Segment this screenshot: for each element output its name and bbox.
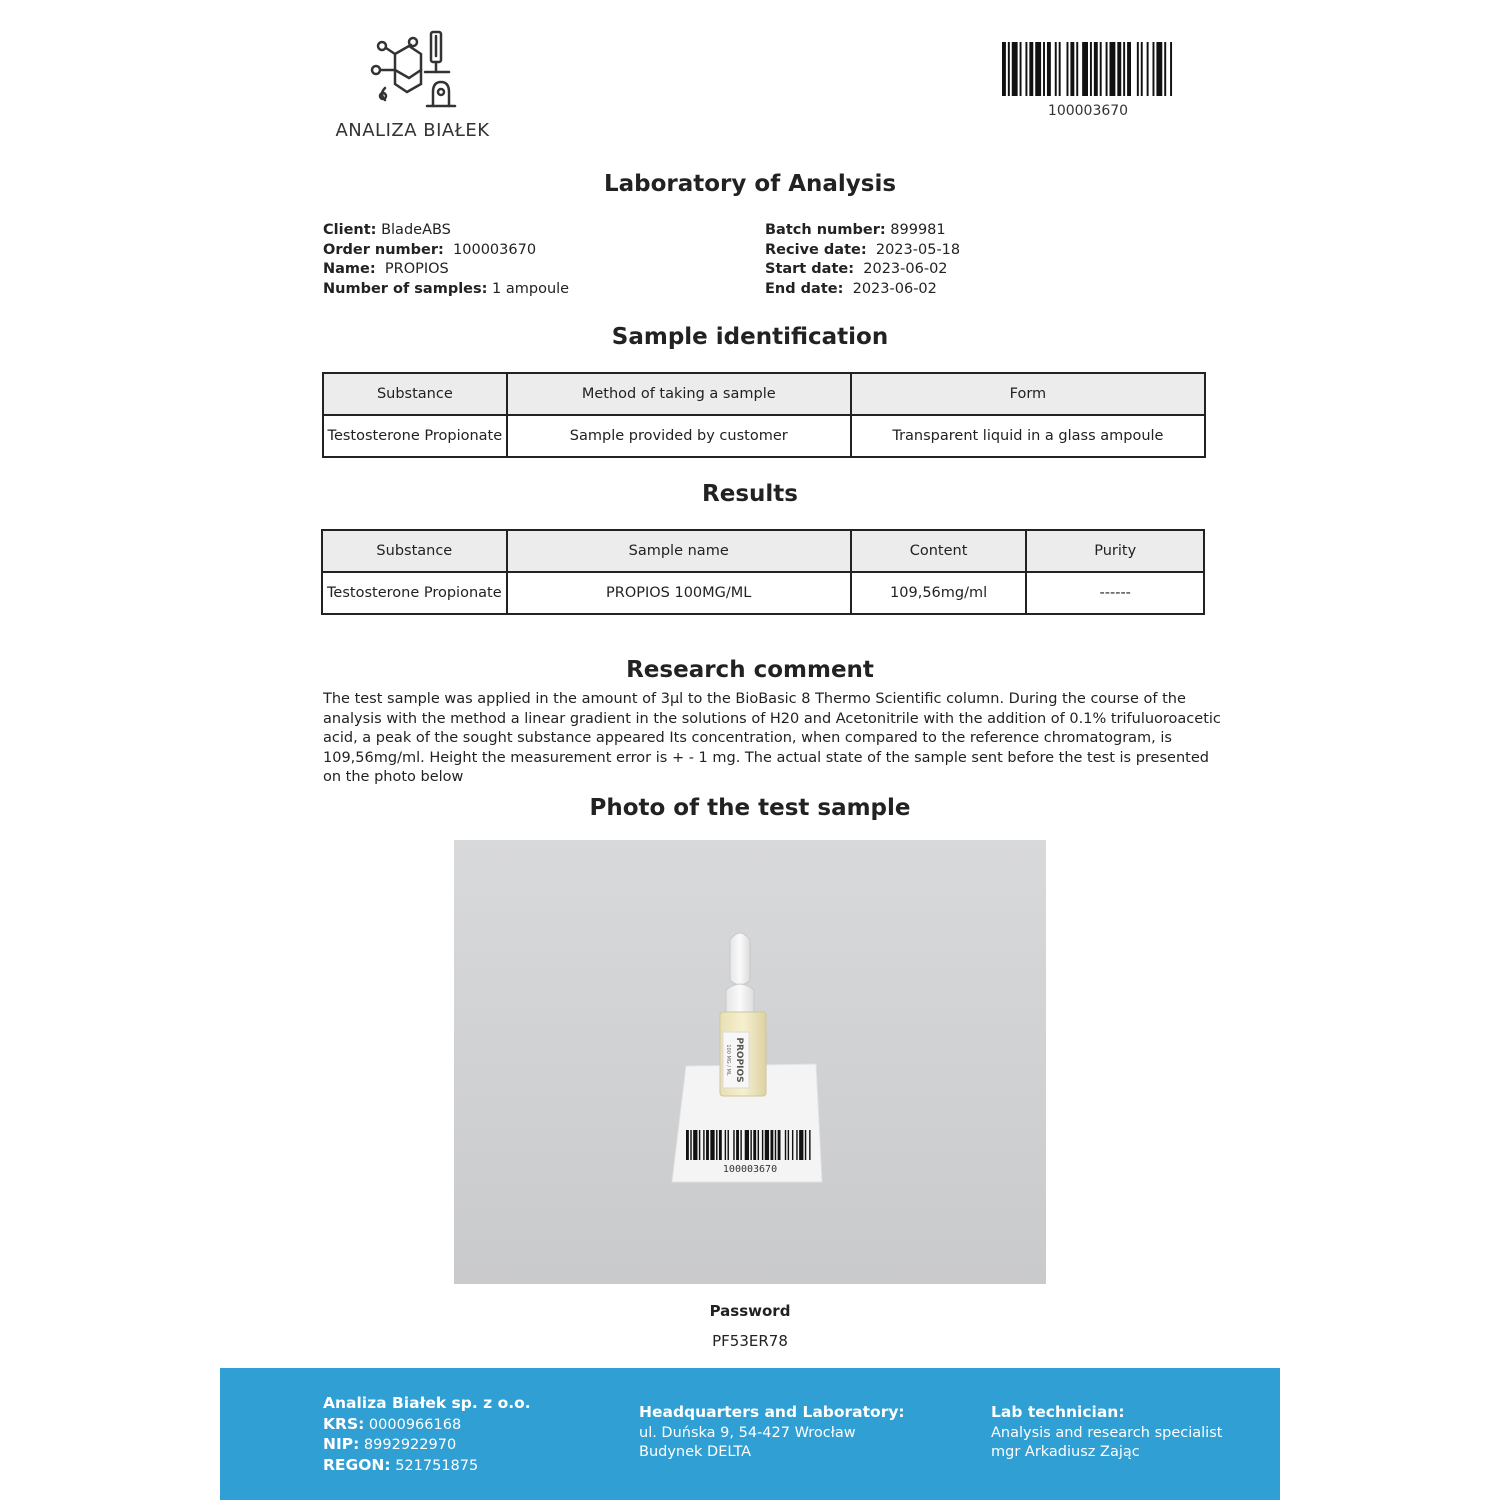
barcode-bar bbox=[1002, 42, 1006, 96]
table-row bbox=[323, 415, 1205, 457]
barcode-bar bbox=[706, 1130, 709, 1160]
results-heading: Results bbox=[702, 481, 798, 507]
barcode-bar bbox=[1147, 42, 1149, 96]
barcode-bar bbox=[753, 1130, 756, 1160]
barcode-bar bbox=[762, 1130, 763, 1160]
receive-value: 2023-05-18 bbox=[875, 241, 961, 258]
barcode-bar bbox=[775, 1130, 776, 1160]
regon-value: 521751875 bbox=[395, 1457, 479, 1474]
sample-identification-heading: Sample identification bbox=[611, 324, 889, 350]
barcode-bar bbox=[686, 1130, 689, 1160]
order-value: 100003670 bbox=[453, 241, 537, 258]
column-header: Form bbox=[851, 373, 1205, 415]
barcode-bar bbox=[758, 1130, 759, 1160]
batch-value: 899981 bbox=[890, 222, 946, 238]
table-cell: Testosterone Propionate bbox=[323, 415, 507, 457]
sample-photo-image bbox=[454, 840, 1046, 1284]
footer bbox=[220, 1368, 1280, 1500]
samples-row bbox=[323, 280, 569, 300]
hq-address-line1: ul. Duńska 9, 54-427 Wrocław bbox=[639, 1424, 856, 1441]
barcode-bar bbox=[750, 1130, 751, 1160]
barcode-bar bbox=[796, 1130, 797, 1160]
end-row bbox=[765, 280, 960, 300]
barcode-bar bbox=[1110, 42, 1116, 96]
column-header: Substance bbox=[323, 373, 507, 415]
column-header: Substance bbox=[322, 530, 507, 572]
table-header-row bbox=[322, 530, 1204, 572]
barcode-bar bbox=[799, 1130, 803, 1160]
table-cell: Testosterone Propionate bbox=[322, 572, 507, 614]
column-header: Method of taking a sample bbox=[507, 373, 851, 415]
start-label: Start date: bbox=[765, 261, 855, 277]
barcode-bar bbox=[1055, 42, 1057, 96]
barcode-bar bbox=[733, 1130, 734, 1160]
barcode-bar bbox=[809, 1130, 810, 1160]
client-value: BladeABS bbox=[381, 222, 451, 238]
barcode-bar bbox=[1070, 42, 1074, 96]
nip-value: 8992922970 bbox=[363, 1437, 457, 1453]
client-label: Client: bbox=[323, 222, 377, 238]
sample-photo bbox=[454, 840, 1046, 1284]
column-header: Sample name bbox=[507, 530, 851, 572]
end-value: 2023-06-02 bbox=[852, 280, 937, 297]
page-title: Laboratory of Analysis bbox=[603, 171, 897, 197]
technician-title: Lab technician: bbox=[991, 1403, 1125, 1421]
receive-label: Recive date: bbox=[765, 241, 867, 258]
barcode-bar bbox=[703, 1130, 704, 1160]
info-left bbox=[323, 221, 569, 299]
barcode-bar bbox=[785, 1130, 786, 1160]
krs-label: KRS: bbox=[323, 1414, 365, 1433]
barcode-bar bbox=[1059, 42, 1061, 96]
samples-value: 1 ampoule bbox=[492, 280, 570, 297]
barcode-bar bbox=[1082, 42, 1088, 96]
column-header: Purity bbox=[1026, 530, 1204, 572]
order-label: Order number: bbox=[323, 241, 444, 258]
barcode-bars bbox=[1002, 42, 1174, 96]
barcode-bar bbox=[765, 1130, 769, 1160]
barcode-bar bbox=[1106, 42, 1108, 96]
sample-identification-table bbox=[322, 372, 1206, 458]
barcode-bar bbox=[699, 1130, 700, 1160]
regon-label: REGON: bbox=[323, 1455, 391, 1474]
receive-row bbox=[765, 241, 960, 261]
password-label: Password bbox=[709, 1302, 791, 1320]
barcode-bar bbox=[1117, 42, 1121, 96]
table-cell: PROPIOS 100MG/ML bbox=[507, 572, 851, 614]
column-header: Content bbox=[851, 530, 1027, 572]
research-comment-text: The test sample was applied in the amount of 3µl to the BioBasic 8 Thermo Scientific column. During the course of the analysis with the method a linear gradient in the solutions of H20 and Acetonitrile with the addition of 0.1% trifuluoroacetic acid, a peak of the sought substance appeared Its concentration, when compared to the reference chromatogram, is 109,56mg/ml. Height the measurement error is + - 1 mg. The actual state of the sample sent before the test is presented on the photo below bbox=[323, 691, 1221, 785]
results-table bbox=[321, 529, 1205, 615]
barcode-bar bbox=[1012, 42, 1018, 96]
barcode-bar bbox=[745, 1130, 749, 1160]
batch-row bbox=[765, 221, 960, 241]
order-row bbox=[323, 241, 569, 261]
barcode-bar bbox=[740, 1130, 741, 1160]
barcode-bar bbox=[770, 1130, 773, 1160]
table-cell: Sample provided by customer bbox=[507, 415, 851, 457]
barcode-bar bbox=[778, 1130, 781, 1160]
samples-label: Number of samples: bbox=[323, 280, 488, 297]
footer-technician-info bbox=[991, 1403, 1222, 1463]
ampoule-label-sub: 100 MG / ML bbox=[725, 1044, 731, 1076]
company-logo bbox=[325, 28, 500, 148]
table-cell: 109,56mg/ml bbox=[851, 572, 1027, 614]
barcode-bar bbox=[710, 1130, 714, 1160]
table-header-row bbox=[323, 373, 1205, 415]
barcode-bar bbox=[1067, 42, 1069, 96]
barcode-bar bbox=[690, 1130, 691, 1160]
barcode-bar bbox=[728, 1130, 729, 1160]
barcode-bar bbox=[1164, 42, 1166, 96]
ampoule-label-text: PROPIOS bbox=[734, 1037, 744, 1083]
barcode-bar bbox=[1170, 42, 1172, 96]
company-name: Analiza Białek sp. z o.o. bbox=[323, 1394, 531, 1412]
barcode-bar bbox=[725, 1130, 726, 1160]
info-right bbox=[765, 221, 960, 299]
barcode-bar bbox=[1047, 42, 1051, 96]
barcode-bar bbox=[1020, 42, 1022, 96]
barcode-bar bbox=[1153, 42, 1155, 96]
table-cell: Transparent liquid in a glass ampoule bbox=[851, 415, 1205, 457]
barcode-bar bbox=[1123, 42, 1125, 96]
barcode-bar bbox=[792, 1130, 793, 1160]
barcode-bar bbox=[1029, 42, 1033, 96]
hq-title: Headquarters and Laboratory: bbox=[639, 1403, 905, 1421]
nip-label: NIP: bbox=[323, 1435, 360, 1453]
barcode-bar bbox=[719, 1130, 722, 1160]
client-row bbox=[323, 221, 569, 241]
barcode-bar bbox=[1076, 42, 1078, 96]
ampoule-tip bbox=[730, 933, 750, 985]
technician-name: mgr Arkadiusz Zając bbox=[991, 1444, 1140, 1460]
start-value: 2023-06-02 bbox=[863, 261, 948, 277]
end-label: End date: bbox=[765, 280, 844, 297]
hq-address-line2: Budynek DELTA bbox=[639, 1444, 752, 1460]
barcode-bar bbox=[788, 1130, 789, 1160]
ampoule-neck bbox=[726, 984, 754, 1012]
molecule-microscope-icon bbox=[363, 28, 463, 114]
footer-hq-info bbox=[639, 1403, 905, 1463]
barcode-bar bbox=[1090, 42, 1092, 96]
barcode-number: 100003670 bbox=[1047, 103, 1129, 119]
barcode-bar bbox=[1141, 42, 1143, 96]
barcode-bar bbox=[1035, 42, 1041, 96]
technician-role: Analysis and research specialist bbox=[991, 1424, 1223, 1441]
footer-company-info bbox=[323, 1394, 531, 1476]
barcode-bar bbox=[1025, 42, 1027, 96]
logo-text: ANALIZA BIAŁEK bbox=[335, 120, 490, 141]
barcode-bar bbox=[1008, 42, 1010, 96]
start-row bbox=[765, 260, 960, 280]
barcode-bar bbox=[1100, 42, 1102, 96]
barcode-bar bbox=[1137, 42, 1139, 96]
photo-heading: Photo of the test sample bbox=[589, 795, 911, 821]
photo-barcode-number: 100003670 bbox=[722, 1164, 778, 1175]
barcode-bar bbox=[1127, 42, 1131, 96]
name-label: Name: bbox=[323, 261, 376, 277]
barcode-bar bbox=[1156, 42, 1162, 96]
name-row bbox=[323, 260, 569, 280]
barcode-bar bbox=[716, 1130, 717, 1160]
table-row bbox=[322, 572, 1204, 614]
barcode-bar bbox=[1043, 42, 1045, 96]
password-value: PF53ER78 bbox=[712, 1332, 788, 1350]
name-value: PROPIOS bbox=[384, 261, 449, 277]
batch-label: Batch number: bbox=[765, 222, 886, 238]
research-comment-heading: Research comment bbox=[626, 657, 874, 683]
barcode bbox=[1000, 42, 1176, 132]
krs-value: 0000966168 bbox=[368, 1416, 462, 1433]
barcode-bar bbox=[805, 1130, 806, 1160]
barcode-bar bbox=[693, 1130, 697, 1160]
table-cell: ------ bbox=[1026, 572, 1204, 614]
barcode-bar bbox=[736, 1130, 739, 1160]
barcode-bar bbox=[1094, 42, 1098, 96]
